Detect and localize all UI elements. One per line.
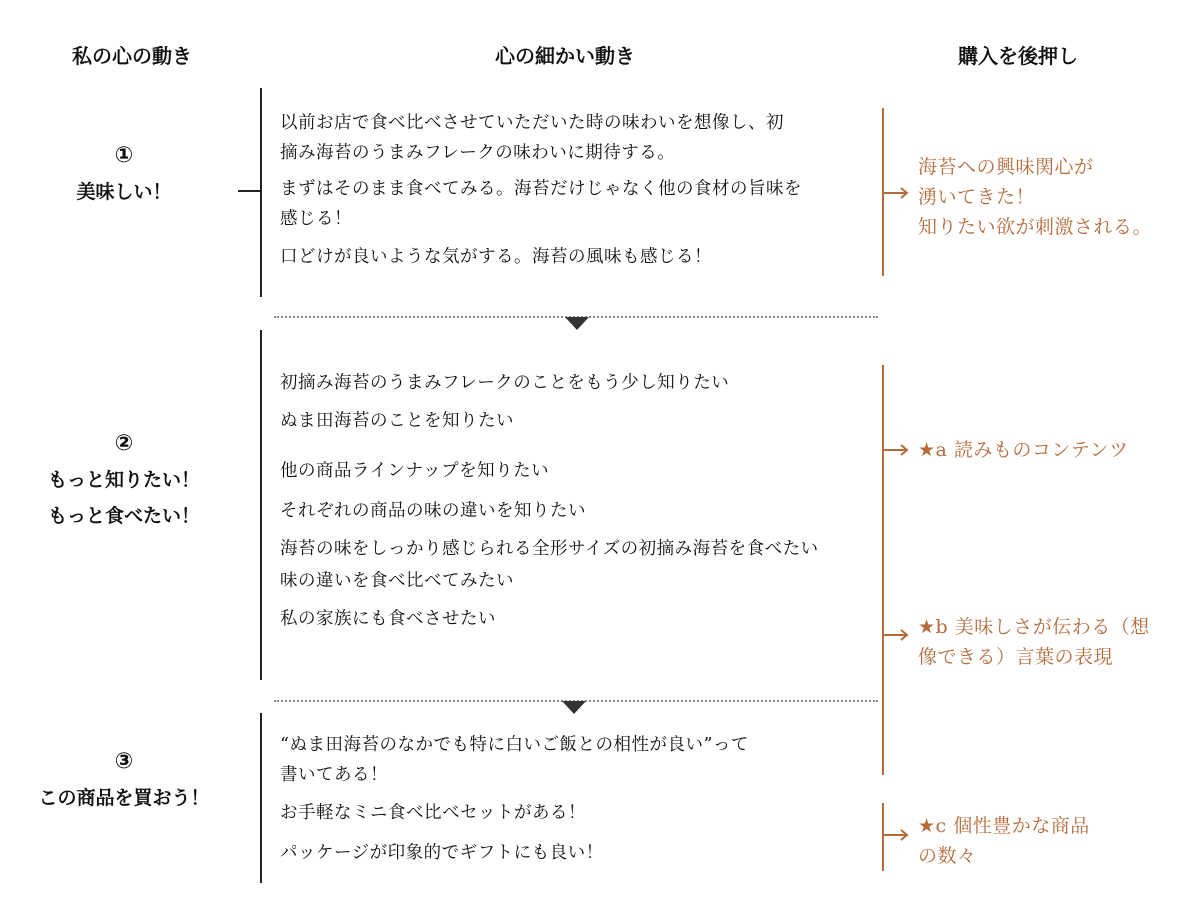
detail-line: 初摘み海苔のうまみフレークのことをもう少し知りたい: [280, 373, 730, 393]
header-purchase-push: 購入を後押し: [958, 44, 1078, 68]
stage-3-number: ③: [114, 749, 134, 774]
detail-line: 海苔の味をしっかり感じられる全形サイズの初摘み海苔を食べたい: [280, 539, 819, 559]
detail-line: 感じる！: [280, 209, 352, 229]
detail-line: 味の違いを食べ比べてみたい: [280, 571, 514, 591]
stage-2-details: [280, 368, 819, 634]
boost-ab-bracket: [882, 365, 884, 775]
detail-line: 以前お店で食べ比べさせていただいた時の味わいを想像し、初: [280, 113, 784, 133]
stage-2-bracket: [260, 330, 262, 680]
boost-line: 海苔への興味関心が: [918, 156, 1094, 178]
stage-1-connector: [238, 190, 260, 192]
stage-2-number: ②: [114, 431, 134, 456]
boost-b-text: [918, 612, 1150, 672]
boost-line: ★c 個性豊かな商品: [918, 815, 1090, 837]
stage-3-bracket: [260, 713, 262, 883]
detail-line: 私の家族にも食べさせたい: [280, 609, 496, 629]
detail-line: 書いてある！: [280, 765, 388, 785]
boost-line: 像できる）言葉の表現: [918, 646, 1114, 668]
boost-c-text: [918, 811, 1090, 871]
boost-a-arrow-icon: [883, 442, 911, 458]
stage-3-details: [280, 730, 749, 868]
stage-2-title-1: もっと知りたい！: [47, 469, 200, 491]
detail-line: “ぬま田海苔のなかでも特に白いご飯との相性が良い”って: [280, 735, 749, 755]
detail-line: 摘み海苔のうまみフレークの味わいに期待する。: [280, 143, 676, 163]
detail-line: パッケージが印象的でギフトにも良い！: [280, 843, 604, 863]
detail-line: お手軽なミニ食べ比べセットがある！: [280, 803, 586, 823]
stage-2-label: [4, 426, 244, 534]
boost-b-arrow-icon: [883, 627, 911, 643]
boost-line: ★a 読みものコンテンツ: [918, 439, 1129, 461]
stage-1-number: ①: [114, 143, 134, 168]
stage-1-title: 美味しい！: [76, 181, 172, 203]
boost-line: 知りたい欲が刺激される。: [918, 216, 1153, 238]
boost-line: 湧いてきた！: [918, 186, 1036, 208]
stage-2-title-2: もっと食べたい！: [47, 505, 200, 527]
stage-3-title: この商品を買おう！: [38, 787, 210, 809]
detail-line: まずはそのまま食べてみる。海苔だけじゃなく他の食材の旨味を: [280, 179, 802, 199]
stage-1-label: [4, 138, 244, 210]
header-my-feelings: 私の心の動き: [72, 44, 192, 68]
down-arrow-2: [562, 701, 586, 714]
stage-1-bracket: [260, 88, 262, 297]
stage-1-details: [280, 108, 802, 272]
detail-line: それぞれの商品の味の違いを知りたい: [280, 501, 586, 521]
header-detailed-feelings: 心の細かい動き: [495, 44, 635, 68]
boost-line: の数々: [918, 845, 977, 867]
stage-3-label: [4, 744, 244, 816]
boost-1-arrow-icon: [883, 185, 911, 201]
boost-c-arrow-icon: [883, 827, 911, 843]
boost-line: ★b 美味しさが伝わる（想: [918, 616, 1150, 638]
detail-line: ぬま田海苔のことを知りたい: [280, 411, 514, 431]
detail-line: 口どけが良いような気がする。海苔の風味も感じる！: [280, 247, 712, 267]
boost-a-text: [918, 435, 1128, 465]
down-arrow-1: [565, 317, 589, 330]
detail-line: 他の商品ラインナップを知りたい: [280, 461, 550, 481]
boost-1-text: [918, 152, 1152, 242]
